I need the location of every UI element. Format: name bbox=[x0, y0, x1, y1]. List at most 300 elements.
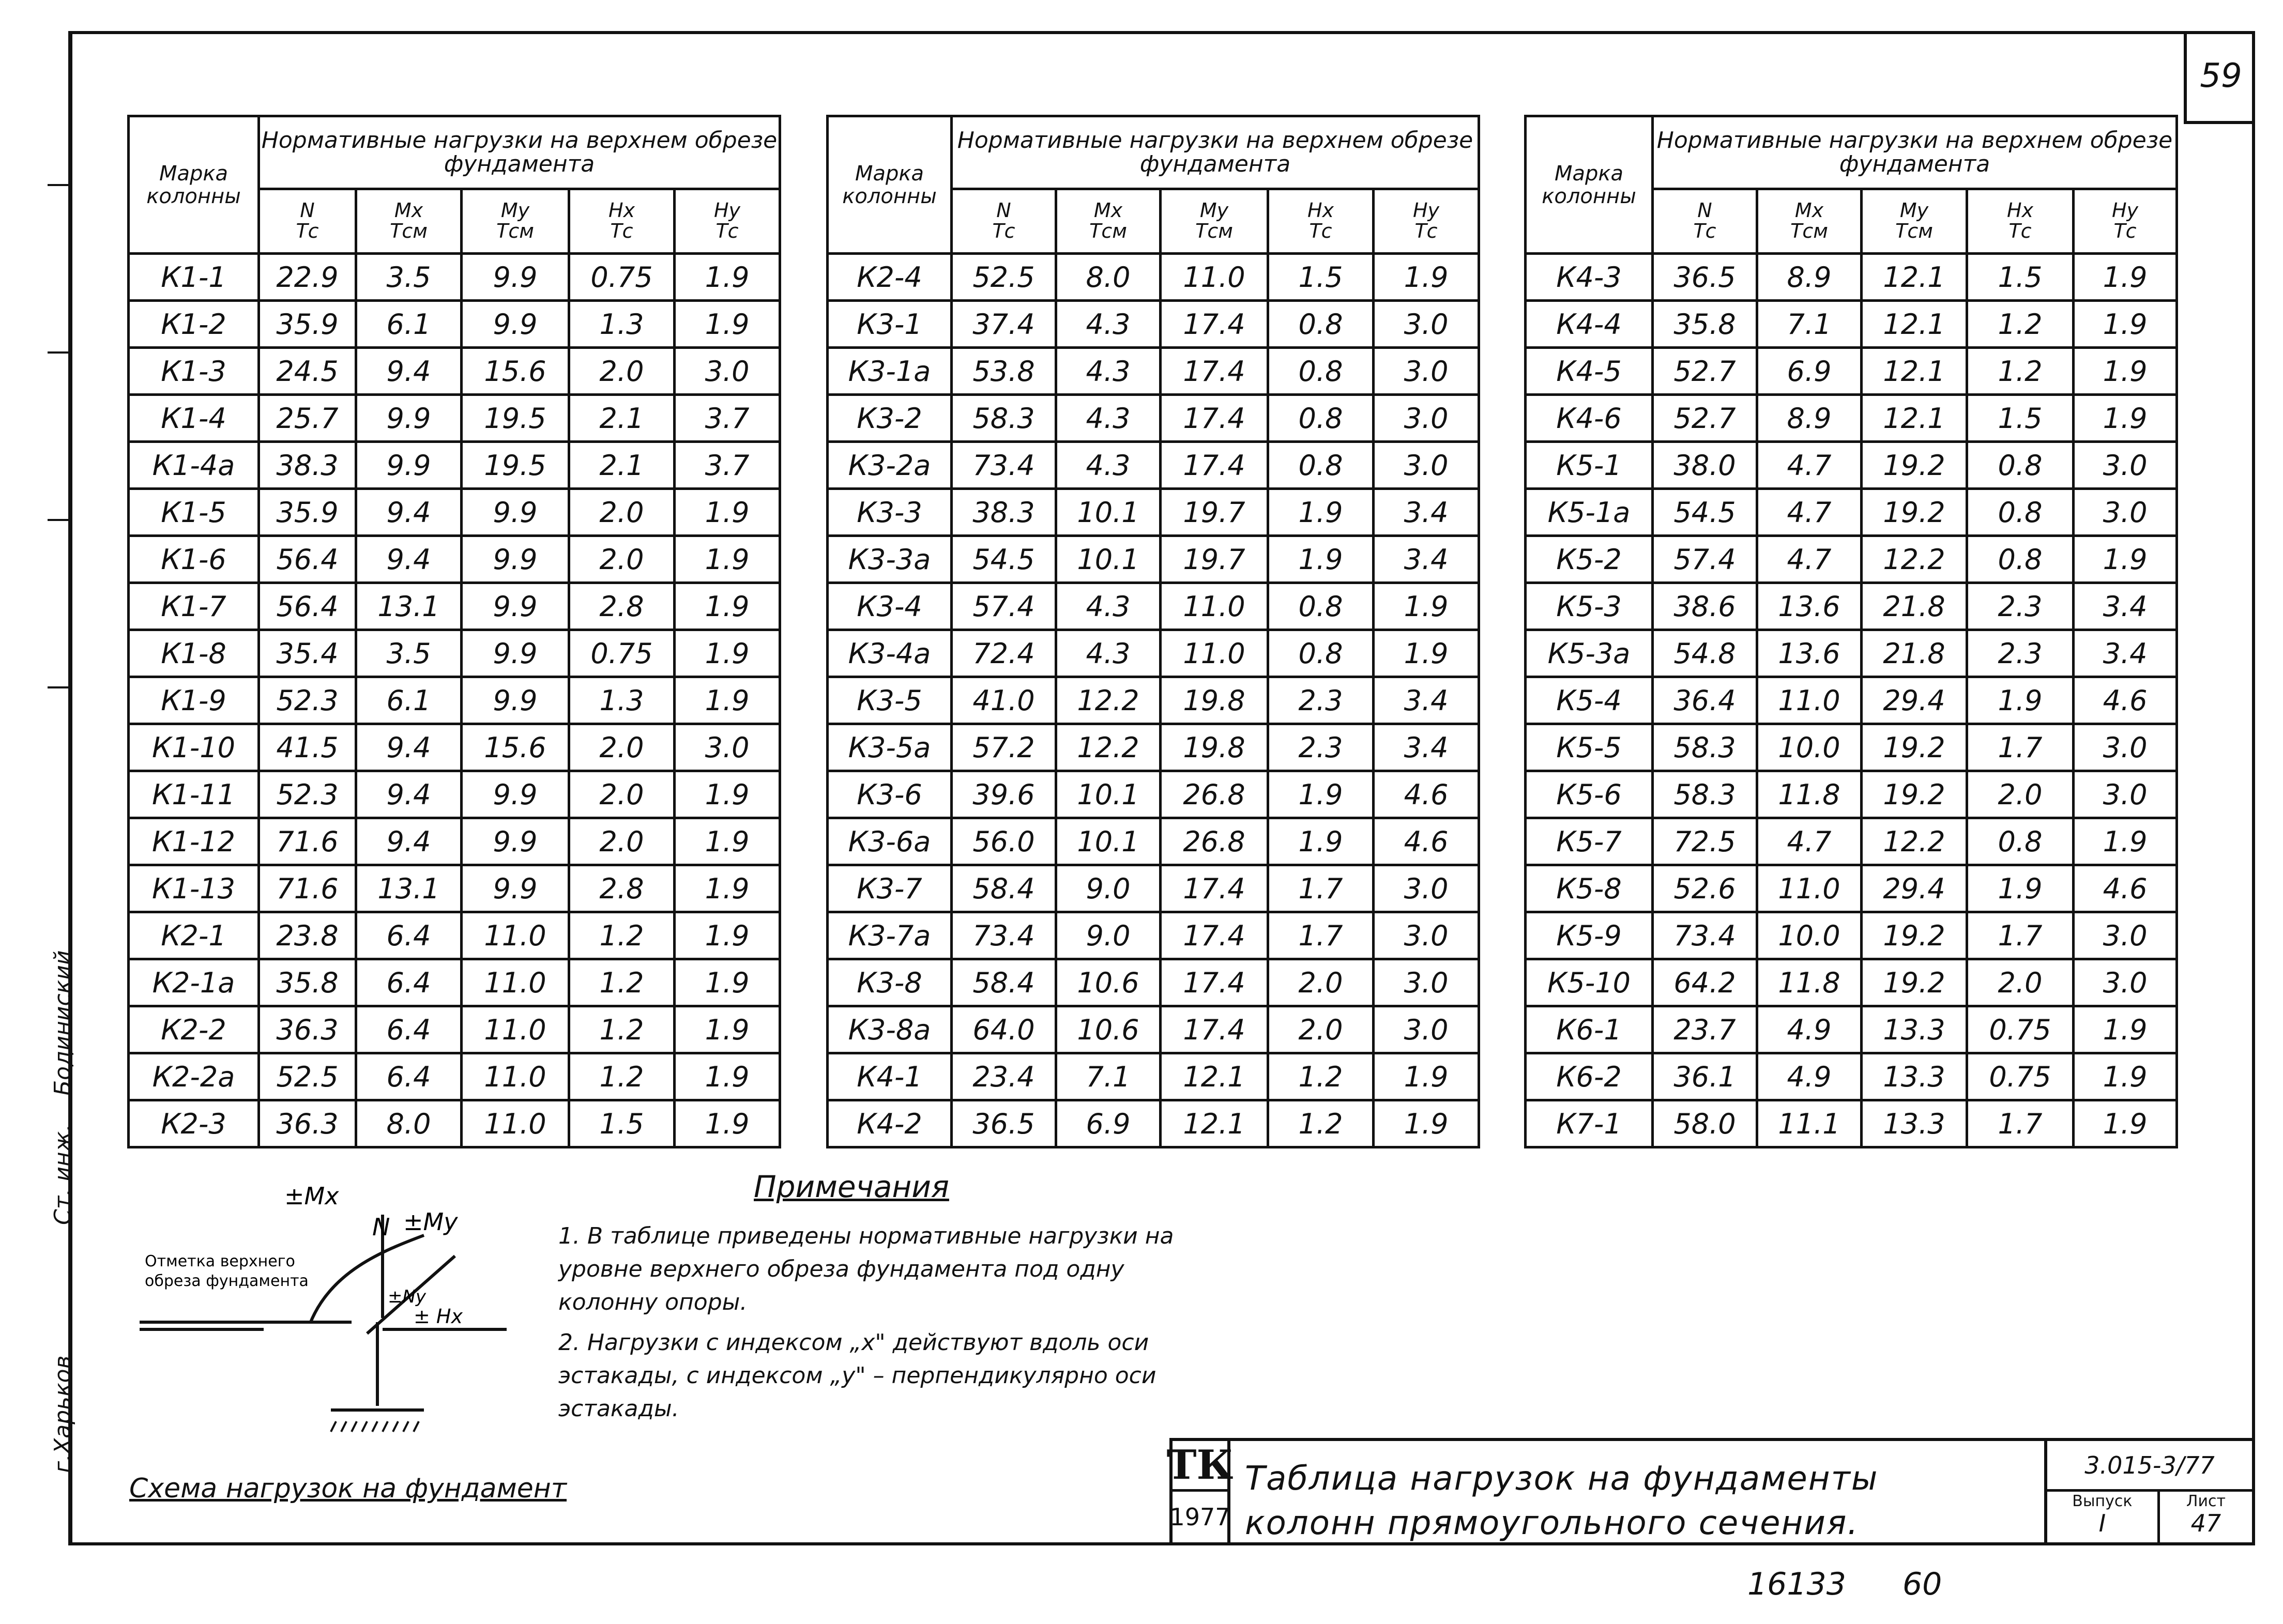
table-row bbox=[129, 865, 780, 912]
load-value-cell: 3.0 bbox=[1374, 395, 1479, 442]
load-value-cell: 1.9 bbox=[2074, 1053, 2177, 1100]
load-value-cell: 6.4 bbox=[356, 959, 462, 1006]
load-value-cell: 56.0 bbox=[952, 818, 1056, 865]
load-value-cell: 7.1 bbox=[1757, 301, 1862, 348]
load-value-cell: 58.4 bbox=[952, 959, 1056, 1006]
label-n: N bbox=[372, 1213, 390, 1241]
load-value-cell: 58.3 bbox=[952, 395, 1056, 442]
column-mark-cell: К2-2а bbox=[129, 1053, 259, 1100]
load-value-cell: 1.9 bbox=[1374, 1100, 1479, 1147]
tb-org-box bbox=[1166, 1441, 1234, 1542]
load-value-cell: 11.0 bbox=[462, 1053, 569, 1100]
load-value-cell: 12.2 bbox=[1056, 724, 1161, 771]
column-mark-cell: К1-1 bbox=[129, 254, 259, 301]
load-value-cell: 4.9 bbox=[1757, 1006, 1862, 1053]
tb-code: 3.015-3/77 bbox=[2047, 1441, 2252, 1492]
load-value-cell: 2.3 bbox=[1268, 677, 1374, 724]
load-value-cell: 9.9 bbox=[462, 677, 569, 724]
load-value-cell: 1.2 bbox=[1967, 348, 2074, 395]
load-value-cell: 11.1 bbox=[1757, 1100, 1862, 1147]
load-value-cell: 73.4 bbox=[952, 442, 1056, 489]
load-value-cell: 54.5 bbox=[1653, 489, 1757, 536]
table-row bbox=[129, 489, 780, 536]
table-row bbox=[1526, 865, 2177, 912]
header-col: My Тсм bbox=[462, 189, 569, 254]
column-mark-cell: К5-4 bbox=[1526, 677, 1653, 724]
table-row bbox=[129, 348, 780, 395]
column-mark-cell: К3-1 bbox=[828, 301, 952, 348]
load-value-cell: 1.9 bbox=[1374, 254, 1479, 301]
load-value-cell: 2.0 bbox=[1268, 1006, 1374, 1053]
loads-table-3 bbox=[1524, 115, 2178, 1148]
loads-table-1 bbox=[127, 115, 781, 1148]
header-col: Mx Тсм bbox=[356, 189, 462, 254]
load-value-cell: 2.1 bbox=[569, 395, 675, 442]
load-value-cell: 1.3 bbox=[569, 301, 675, 348]
load-value-cell: 1.9 bbox=[2074, 395, 2177, 442]
column-mark-cell: К4-5 bbox=[1526, 348, 1653, 395]
load-value-cell: 56.4 bbox=[259, 583, 356, 630]
column-mark-cell: К3-5 bbox=[828, 677, 952, 724]
column-mark-cell: К1-5 bbox=[129, 489, 259, 536]
table-row bbox=[828, 630, 1479, 677]
load-value-cell: 10.0 bbox=[1757, 724, 1862, 771]
load-value-cell: 3.0 bbox=[1374, 912, 1479, 959]
load-value-cell: 1.9 bbox=[1967, 677, 2074, 724]
load-value-cell: 19.2 bbox=[1862, 959, 1967, 1006]
load-value-cell: 12.1 bbox=[1862, 254, 1967, 301]
load-value-cell: 12.2 bbox=[1862, 536, 1967, 583]
table-row bbox=[129, 395, 780, 442]
load-value-cell: 41.0 bbox=[952, 677, 1056, 724]
load-value-cell: 36.5 bbox=[1653, 254, 1757, 301]
load-value-cell: 13.3 bbox=[1862, 1053, 1967, 1100]
load-value-cell: 12.1 bbox=[1862, 301, 1967, 348]
label-hx: ± Hx bbox=[414, 1305, 463, 1328]
load-value-cell: 13.1 bbox=[356, 583, 462, 630]
load-value-cell: 1.9 bbox=[2074, 348, 2177, 395]
header-loads-title: Нормативные нагрузки на верхнем обрезе фундамента bbox=[1653, 116, 2177, 189]
column-mark-cell: К5-6 bbox=[1526, 771, 1653, 818]
column-mark-cell: К3-3 bbox=[828, 489, 952, 536]
load-value-cell: 10.6 bbox=[1056, 1006, 1161, 1053]
load-value-cell: 9.4 bbox=[356, 348, 462, 395]
load-value-cell: 52.6 bbox=[1653, 865, 1757, 912]
load-value-cell: 15.6 bbox=[462, 348, 569, 395]
table-row bbox=[828, 724, 1479, 771]
load-value-cell: 0.8 bbox=[1268, 630, 1374, 677]
table-row bbox=[129, 630, 780, 677]
table-row bbox=[129, 677, 780, 724]
load-value-cell: 3.0 bbox=[2074, 489, 2177, 536]
load-value-cell: 11.0 bbox=[1757, 865, 1862, 912]
column-mark-cell: К4-2 bbox=[828, 1100, 952, 1147]
load-value-cell: 10.1 bbox=[1056, 536, 1161, 583]
load-value-cell: 2.0 bbox=[1268, 959, 1374, 1006]
column-mark-cell: К5-5 bbox=[1526, 724, 1653, 771]
table-row bbox=[1526, 348, 2177, 395]
load-value-cell: 0.8 bbox=[1268, 442, 1374, 489]
table-row bbox=[129, 912, 780, 959]
mx-arc bbox=[310, 1235, 424, 1323]
load-value-cell: 71.6 bbox=[259, 865, 356, 912]
load-value-cell: 2.0 bbox=[569, 818, 675, 865]
load-value-cell: 36.1 bbox=[1653, 1053, 1757, 1100]
label-mark-1: Отметка верхнего bbox=[145, 1252, 295, 1270]
table-row bbox=[828, 489, 1479, 536]
load-value-cell: 1.9 bbox=[2074, 818, 2177, 865]
load-value-cell: 1.3 bbox=[569, 677, 675, 724]
load-value-cell: 19.7 bbox=[1161, 489, 1268, 536]
load-value-cell: 1.5 bbox=[569, 1100, 675, 1147]
table-row bbox=[828, 536, 1479, 583]
column-mark-cell: К7-1 bbox=[1526, 1100, 1653, 1147]
load-value-cell: 58.3 bbox=[1653, 724, 1757, 771]
load-value-cell: 13.6 bbox=[1757, 583, 1862, 630]
side-name: Бодиниский bbox=[50, 950, 76, 1096]
table-row bbox=[1526, 301, 2177, 348]
load-value-cell: 57.4 bbox=[952, 583, 1056, 630]
margin-tick bbox=[48, 686, 68, 688]
load-value-cell: 38.3 bbox=[952, 489, 1056, 536]
header-col: My Тсм bbox=[1161, 189, 1268, 254]
load-value-cell: 4.7 bbox=[1757, 536, 1862, 583]
load-value-cell: 9.9 bbox=[462, 489, 569, 536]
load-value-cell: 0.8 bbox=[1967, 489, 2074, 536]
loads-table-2 bbox=[826, 115, 1480, 1148]
load-value-cell: 1.9 bbox=[1374, 583, 1479, 630]
load-value-cell: 17.4 bbox=[1161, 301, 1268, 348]
column-mark-cell: К1-8 bbox=[129, 630, 259, 677]
column-mark-cell: К4-1 bbox=[828, 1053, 952, 1100]
label-mark-2: обреза фундамента bbox=[145, 1272, 309, 1290]
load-value-cell: 4.3 bbox=[1056, 583, 1161, 630]
column-mark-cell: К3-7а bbox=[828, 912, 952, 959]
load-value-cell: 1.9 bbox=[1374, 1053, 1479, 1100]
load-value-cell: 37.4 bbox=[952, 301, 1056, 348]
column-mark-cell: К6-2 bbox=[1526, 1053, 1653, 1100]
column-mark-cell: К1-4 bbox=[129, 395, 259, 442]
load-value-cell: 12.2 bbox=[1862, 818, 1967, 865]
load-value-cell: 1.9 bbox=[675, 489, 780, 536]
header-col: Hx Тс bbox=[1967, 189, 2074, 254]
load-value-cell: 1.9 bbox=[1268, 489, 1374, 536]
load-value-cell: 41.5 bbox=[259, 724, 356, 771]
table-row bbox=[828, 865, 1479, 912]
tb-sheet-label: Лист bbox=[2186, 1492, 2226, 1510]
load-value-cell: 57.4 bbox=[1653, 536, 1757, 583]
load-value-cell: 6.9 bbox=[1056, 1100, 1161, 1147]
column-mark-cell: К2-3 bbox=[129, 1100, 259, 1147]
table-row bbox=[828, 771, 1479, 818]
load-value-cell: 2.0 bbox=[569, 348, 675, 395]
load-value-cell: 35.9 bbox=[259, 489, 356, 536]
load-value-cell: 3.0 bbox=[675, 724, 780, 771]
load-value-cell: 13.1 bbox=[356, 865, 462, 912]
table-row bbox=[129, 818, 780, 865]
load-value-cell: 52.3 bbox=[259, 771, 356, 818]
table-row bbox=[1526, 771, 2177, 818]
load-value-cell: 19.8 bbox=[1161, 724, 1268, 771]
load-value-cell: 1.9 bbox=[675, 630, 780, 677]
load-value-cell: 3.0 bbox=[2074, 442, 2177, 489]
side-city: г.Харьков bbox=[50, 1355, 76, 1473]
load-value-cell: 0.8 bbox=[1268, 583, 1374, 630]
load-value-cell: 2.0 bbox=[569, 771, 675, 818]
header-col: My Тсм bbox=[1862, 189, 1967, 254]
load-value-cell: 1.2 bbox=[569, 1053, 675, 1100]
load-value-cell: 2.1 bbox=[569, 442, 675, 489]
load-value-cell: 36.3 bbox=[259, 1100, 356, 1147]
side-chief-engineer: Ст. инж. bbox=[50, 1124, 76, 1225]
load-value-cell: 53.8 bbox=[952, 348, 1056, 395]
table-row bbox=[129, 536, 780, 583]
load-value-cell: 12.1 bbox=[1862, 395, 1967, 442]
table-row bbox=[1526, 536, 2177, 583]
load-value-cell: 35.8 bbox=[259, 959, 356, 1006]
column-mark-cell: К3-4 bbox=[828, 583, 952, 630]
load-value-cell: 36.4 bbox=[1653, 677, 1757, 724]
header-mark: Марка колонны bbox=[1526, 116, 1653, 254]
table-row bbox=[828, 677, 1479, 724]
load-value-cell: 6.9 bbox=[1757, 348, 1862, 395]
column-mark-cell: К4-6 bbox=[1526, 395, 1653, 442]
table-row bbox=[1526, 677, 2177, 724]
column-mark-cell: К1-10 bbox=[129, 724, 259, 771]
load-value-cell: 17.4 bbox=[1161, 395, 1268, 442]
load-value-cell: 12.1 bbox=[1161, 1053, 1268, 1100]
load-value-cell: 1.7 bbox=[1967, 1100, 2074, 1147]
load-value-cell: 0.75 bbox=[569, 630, 675, 677]
load-value-cell: 52.3 bbox=[259, 677, 356, 724]
header-col: N Тс bbox=[952, 189, 1056, 254]
load-value-cell: 52.7 bbox=[1653, 395, 1757, 442]
load-value-cell: 9.0 bbox=[1056, 912, 1161, 959]
load-value-cell: 2.0 bbox=[569, 489, 675, 536]
load-value-cell: 9.9 bbox=[462, 771, 569, 818]
load-value-cell: 0.8 bbox=[1967, 536, 2074, 583]
load-value-cell: 11.0 bbox=[1161, 583, 1268, 630]
load-value-cell: 29.4 bbox=[1862, 677, 1967, 724]
table-row bbox=[1526, 442, 2177, 489]
load-value-cell: 11.0 bbox=[462, 1006, 569, 1053]
column-mark-cell: К6-1 bbox=[1526, 1006, 1653, 1053]
load-value-cell: 36.5 bbox=[952, 1100, 1056, 1147]
column-mark-cell: К1-3 bbox=[129, 348, 259, 395]
load-value-cell: 4.6 bbox=[1374, 818, 1479, 865]
load-value-cell: 9.9 bbox=[462, 818, 569, 865]
load-value-cell: 56.4 bbox=[259, 536, 356, 583]
column-mark-cell: К3-3а bbox=[828, 536, 952, 583]
column-mark-cell: К1-11 bbox=[129, 771, 259, 818]
load-value-cell: 1.9 bbox=[675, 1006, 780, 1053]
load-value-cell: 1.9 bbox=[675, 912, 780, 959]
load-value-cell: 3.0 bbox=[2074, 771, 2177, 818]
load-value-cell: 17.4 bbox=[1161, 865, 1268, 912]
load-value-cell: 2.3 bbox=[1268, 724, 1374, 771]
load-value-cell: 17.4 bbox=[1161, 959, 1268, 1006]
load-value-cell: 1.7 bbox=[1967, 724, 2074, 771]
load-value-cell: 1.9 bbox=[675, 1053, 780, 1100]
load-value-cell: 0.8 bbox=[1967, 818, 2074, 865]
load-value-cell: 1.7 bbox=[1268, 912, 1374, 959]
load-value-cell: 29.4 bbox=[1862, 865, 1967, 912]
load-value-cell: 64.2 bbox=[1653, 959, 1757, 1006]
load-value-cell: 13.6 bbox=[1757, 630, 1862, 677]
load-value-cell: 1.9 bbox=[2074, 536, 2177, 583]
load-value-cell: 7.1 bbox=[1056, 1053, 1161, 1100]
frame-top bbox=[68, 31, 2255, 34]
load-value-cell: 1.9 bbox=[675, 301, 780, 348]
column-mark-cell: К3-2 bbox=[828, 395, 952, 442]
load-value-cell: 2.3 bbox=[1967, 583, 2074, 630]
load-value-cell: 1.2 bbox=[569, 912, 675, 959]
tb-code-box bbox=[2044, 1441, 2252, 1542]
table-row bbox=[1526, 959, 2177, 1006]
table-row bbox=[1526, 912, 2177, 959]
load-value-cell: 11.0 bbox=[1161, 254, 1268, 301]
load-value-cell: 9.4 bbox=[356, 818, 462, 865]
load-value-cell: 1.9 bbox=[675, 771, 780, 818]
load-value-cell: 1.9 bbox=[2074, 1006, 2177, 1053]
load-value-cell: 4.7 bbox=[1757, 489, 1862, 536]
load-value-cell: 10.1 bbox=[1056, 818, 1161, 865]
load-value-cell: 4.7 bbox=[1757, 442, 1862, 489]
tb-sheet-value: 47 bbox=[2190, 1509, 2221, 1537]
load-value-cell: 9.9 bbox=[356, 442, 462, 489]
stamp-page: 60 bbox=[1903, 1566, 1942, 1602]
page-number: 59 bbox=[2184, 31, 2255, 124]
column-mark-cell: К3-8 bbox=[828, 959, 952, 1006]
table-row bbox=[828, 1100, 1479, 1147]
tb-issue bbox=[2047, 1492, 2160, 1542]
load-value-cell: 57.2 bbox=[952, 724, 1056, 771]
load-value-cell: 72.5 bbox=[1653, 818, 1757, 865]
load-value-cell: 73.4 bbox=[952, 912, 1056, 959]
load-value-cell: 38.6 bbox=[1653, 583, 1757, 630]
header-loads-title: Нормативные нагрузки на верхнем обрезе фундамента bbox=[952, 116, 1479, 189]
load-value-cell: 1.2 bbox=[569, 1006, 675, 1053]
column-mark-cell: К2-2 bbox=[129, 1006, 259, 1053]
load-value-cell: 1.2 bbox=[569, 959, 675, 1006]
load-value-cell: 3.0 bbox=[1374, 348, 1479, 395]
column-mark-cell: К3-6а bbox=[828, 818, 952, 865]
table-row bbox=[828, 348, 1479, 395]
load-value-cell: 3.0 bbox=[2074, 724, 2177, 771]
load-value-cell: 26.8 bbox=[1161, 771, 1268, 818]
load-value-cell: 21.8 bbox=[1862, 583, 1967, 630]
column-mark-cell: К3-6 bbox=[828, 771, 952, 818]
load-value-cell: 4.3 bbox=[1056, 395, 1161, 442]
load-value-cell: 1.9 bbox=[675, 1100, 780, 1147]
load-value-cell: 38.3 bbox=[259, 442, 356, 489]
load-value-cell: 3.4 bbox=[2074, 630, 2177, 677]
load-value-cell: 17.4 bbox=[1161, 1006, 1268, 1053]
load-value-cell: 39.6 bbox=[952, 771, 1056, 818]
load-value-cell: 1.7 bbox=[1268, 865, 1374, 912]
table-row bbox=[129, 771, 780, 818]
load-value-cell: 3.0 bbox=[1374, 1006, 1479, 1053]
load-value-cell: 9.4 bbox=[356, 489, 462, 536]
table-row bbox=[828, 818, 1479, 865]
load-value-cell: 19.2 bbox=[1862, 489, 1967, 536]
note-1: 1. В таблице приведены нормативные нагрузки на уровне верхнего обреза фундамента под одну колонну опоры. bbox=[558, 1223, 1174, 1315]
table-row bbox=[1526, 583, 2177, 630]
load-value-cell: 11.0 bbox=[462, 959, 569, 1006]
load-value-cell: 17.4 bbox=[1161, 348, 1268, 395]
notes-title: Примечания bbox=[754, 1169, 949, 1204]
column-mark-cell: К1-4а bbox=[129, 442, 259, 489]
load-value-cell: 9.9 bbox=[462, 630, 569, 677]
load-value-cell: 8.9 bbox=[1757, 395, 1862, 442]
load-value-cell: 19.8 bbox=[1161, 677, 1268, 724]
tb-title bbox=[1245, 1457, 1917, 1546]
load-value-cell: 1.9 bbox=[1268, 771, 1374, 818]
load-value-cell: 19.2 bbox=[1862, 724, 1967, 771]
load-value-cell: 1.2 bbox=[1967, 301, 2074, 348]
column-mark-cell: К3-2а bbox=[828, 442, 952, 489]
load-value-cell: 23.7 bbox=[1653, 1006, 1757, 1053]
load-value-cell: 52.5 bbox=[259, 1053, 356, 1100]
table-row bbox=[129, 959, 780, 1006]
load-value-cell: 9.9 bbox=[462, 583, 569, 630]
load-value-cell: 4.6 bbox=[2074, 865, 2177, 912]
column-mark-cell: К5-8 bbox=[1526, 865, 1653, 912]
frame-left bbox=[68, 31, 72, 1545]
column-mark-cell: К2-1а bbox=[129, 959, 259, 1006]
column-mark-cell: К1-13 bbox=[129, 865, 259, 912]
column-mark-cell: К1-6 bbox=[129, 536, 259, 583]
load-value-cell: 9.4 bbox=[356, 724, 462, 771]
table-row bbox=[1526, 1053, 2177, 1100]
header-col: N Тс bbox=[1653, 189, 1757, 254]
table-row bbox=[828, 1053, 1479, 1100]
header-col: Hx Тс bbox=[569, 189, 675, 254]
table-row bbox=[129, 1006, 780, 1053]
load-value-cell: 0.8 bbox=[1268, 395, 1374, 442]
load-value-cell: 3.0 bbox=[1374, 865, 1479, 912]
load-value-cell: 35.9 bbox=[259, 301, 356, 348]
load-value-cell: 4.3 bbox=[1056, 348, 1161, 395]
load-value-cell: 3.4 bbox=[1374, 724, 1479, 771]
header-col: Hy Тс bbox=[2074, 189, 2177, 254]
load-value-cell: 1.9 bbox=[2074, 1100, 2177, 1147]
column-mark-cell: К1-9 bbox=[129, 677, 259, 724]
table-row bbox=[828, 395, 1479, 442]
load-value-cell: 19.5 bbox=[462, 442, 569, 489]
table-row bbox=[828, 959, 1479, 1006]
load-value-cell: 6.1 bbox=[356, 301, 462, 348]
table-row bbox=[1526, 724, 2177, 771]
tb-title-line2: колонн прямоугольного сечения. bbox=[1245, 1504, 1859, 1543]
column-mark-cell: К3-7 bbox=[828, 865, 952, 912]
table-row bbox=[129, 301, 780, 348]
load-value-cell: 13.3 bbox=[1862, 1100, 1967, 1147]
load-value-cell: 3.7 bbox=[675, 442, 780, 489]
load-value-cell: 3.5 bbox=[356, 630, 462, 677]
table-row bbox=[1526, 630, 2177, 677]
load-value-cell: 17.4 bbox=[1161, 442, 1268, 489]
load-value-cell: 1.9 bbox=[2074, 254, 2177, 301]
load-value-cell: 1.9 bbox=[675, 677, 780, 724]
load-value-cell: 2.0 bbox=[569, 724, 675, 771]
column-mark-cell: К3-8а bbox=[828, 1006, 952, 1053]
load-scheme-diagram bbox=[124, 1168, 538, 1447]
load-value-cell: 8.9 bbox=[1757, 254, 1862, 301]
load-value-cell: 23.8 bbox=[259, 912, 356, 959]
load-value-cell: 3.4 bbox=[2074, 583, 2177, 630]
scheme-caption: Схема нагрузок на фундамент bbox=[129, 1473, 567, 1504]
